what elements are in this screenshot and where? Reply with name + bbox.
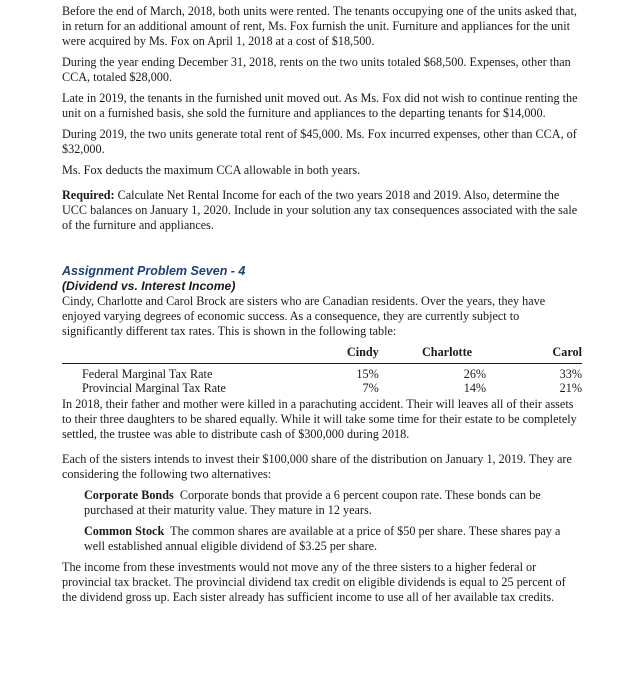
table-header-row [62,345,582,364]
cell-cindy: 7% [362,381,379,395]
cell-charlotte: 26% [463,367,487,381]
alternative-text: The common shares are available at a price of $50 per share. These shares pay a well established annual eligible dividend of $3.25 per share. [84,524,561,553]
paragraph-estate: In 2018, their father and mother were killed in a parachuting accident. Their will leaves all of their assets to their three daughters to be shared equally. While it will take some time for their estate to be completely settled, the trustee was able to distribute cash of $300,000 during 2018. [62,397,577,441]
assignment-intro: Cindy, Charlotte and Carol Brock are sisters who are Canadian residents. Over the years, they have enjoyed varying degrees of economic success. As a consequence, they are currently subject to significantly different tax rates. This is shown in the following table: [62,294,546,338]
assignment-title: Assignment Problem Seven - 4 [62,264,246,278]
row-label: Provincial Marginal Tax Rate [82,381,226,395]
paragraph-furnish-request: Before the end of March, 2018, both units were rented. The tenants occupying one of the units asked that, in return for an additional amount of rent, Ms. Fox furnish the unit. Furniture and appliances for the unit were acquired by Ms. Fox on April 1, 2018 at a cost of $18,500. [62,4,577,48]
required-text: Calculate Net Rental Income for each of the two years 2018 and 2019. Also, determine the UCC balances on January 1, 2020. Include in your solution any tax consequences associated with the sale of the furniture and appliances. [62,188,578,232]
cell-charlotte: 14% [463,381,487,395]
table-row [62,364,582,382]
paragraph-2018-rents: During the year ending December 31, 2018, rents on the two units totaled $68,500. Expenses, other than CCA, totaled $28,000. [62,55,571,84]
document-page [62,4,582,611]
table-header-charlotte: Charlotte [379,345,486,364]
required-label: Required: [62,188,115,202]
table-row [62,381,582,395]
row-label: Federal Marginal Tax Rate [82,367,213,381]
table-header-cindy: Cindy [302,345,379,364]
cell-cindy: 15% [356,367,379,381]
alternative-label: Corporate Bonds [84,488,174,502]
paragraph-max-cca: Ms. Fox deducts the maximum CCA allowable in both years. [62,163,361,177]
required-section [62,188,579,233]
table-header-carol: Carol [486,345,582,364]
paragraph-2019-rents: During 2019, the two units generate total rent of $45,000. Ms. Fox incurred expenses, other than CCA, of $32,000. [62,127,577,156]
paragraph-investment-plan: Each of the sisters intends to invest their $100,000 share of the distribution on January 1, 2019. They are considering the following two alternatives: [62,452,572,481]
paragraph-2019-sale: Late in 2019, the tenants in the furnished unit moved out. As Ms. Fox did not wish to continue renting the unit on a furnished basis, she sold the furniture and appliances to the departing tenants for $14,000. [62,91,578,120]
tax-rate-table [62,345,582,395]
cell-carol: 33% [559,367,582,381]
cell-carol: 21% [559,381,582,395]
alternative-common-stock [84,524,579,554]
assignment-subtitle: (Dividend vs. Interest Income) [62,279,236,293]
table-header-blank [62,345,302,364]
alternative-label: Common Stock [84,524,165,538]
alternative-corporate-bonds [84,488,579,518]
paragraph-tax-brackets: The income from these investments would not move any of the three sisters to a higher federal or provincial tax bracket. The provincial dividend tax credit on eligible dividends is equal to 25 percent of the dividend gross up. Each sister already has sufficient income to use all of her available tax credits. [62,560,566,604]
alternative-text: Corporate bonds that provide a 6 percent coupon rate. These bonds can be purchased at their maturity value. They mature in 12 years. [84,488,541,517]
